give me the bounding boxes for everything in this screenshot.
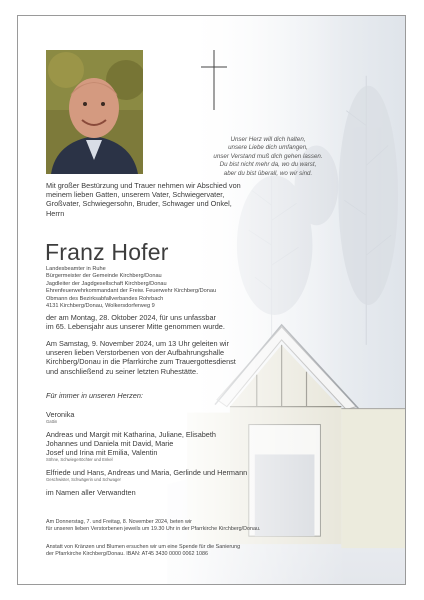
prayer-notice — [46, 519, 261, 533]
family-list — [46, 410, 301, 497]
funeral-notice — [46, 339, 301, 376]
funeral-line: und anschließend zu seiner letzten Ruhestätte. — [46, 366, 199, 376]
donation-line: der Pfarrkirche Kirchberg/Donau. IBAN: AT45 3430 0000 0062 1086 — [46, 550, 209, 557]
poem-line: unser Verstand muß dich gehen lassen. — [213, 152, 323, 160]
poem-line: aber du bist überall, wo wir sind. — [223, 169, 313, 177]
children-line: Johannes und Daniela mit David, Marie — [46, 438, 174, 448]
deceased-name: Franz Hofer — [45, 239, 169, 265]
intro-text — [46, 181, 301, 218]
forever-heading — [46, 391, 301, 400]
poem-line: Unser Herz will dich halten, — [230, 136, 306, 143]
poem — [158, 136, 378, 178]
poem-line: unsere Liebe dich umfangen, — [228, 144, 308, 152]
siblings-line: Elfriede und Hans, Andreas und Maria, Gerlinde und Hermann — [46, 467, 248, 477]
forever-text: Für immer in unseren Herzen: — [46, 391, 143, 400]
cross-icon — [199, 50, 229, 110]
title-line: Landesbeamter in Ruhe — [46, 266, 106, 272]
title-line: Bürgermeister der Gemeinde Kirchberg/Donau — [46, 273, 162, 280]
intro-line: Großvater, Schwiegersohn, Bruder, Schwager und Onkel, — [46, 199, 232, 209]
title-line: Ehrenfeuerwehrkommandant der Freiw. Feuerwehr Kirchberg/Donau — [46, 288, 217, 295]
death-line: im 65. Lebensjahr aus unserer Mitte genommen wurde. — [46, 322, 225, 332]
intro-line: Mit großer Bestürzung und Trauer nehmen wir Abschied von — [46, 181, 241, 190]
donation-line: Anstatt von Kränzen und Blumen ersuchen wir um eine Spende für die Sanierung — [46, 544, 241, 550]
title-line: 4131 Kirchberg/Donau, Wolkersdorferweg 9 — [46, 303, 155, 310]
obituary-card — [17, 15, 406, 585]
wife-role: Gattin — [46, 419, 58, 425]
all-relatives: im Namen aller Verwandten — [46, 487, 136, 497]
donation-notice — [46, 544, 240, 558]
title-line: Obmann des Bezirksabfallverbandes Rohrbach — [46, 295, 164, 302]
death-notice — [46, 313, 301, 331]
prayer-line: Am Donnerstag, 7. und Freitag, 8. November 2024, beten wir — [46, 519, 192, 525]
children-line: Andreas und Margit mit Katharina, Juliane, Elisabeth — [46, 429, 216, 439]
children-role: Söhne, Schwiegertöchter und Enkel — [46, 457, 113, 463]
prayer-line: für unseren lieben Verstorbenen jeweils um 19.30 Uhr in der Pfarrkirche Kirchberg/Donau. — [46, 525, 261, 532]
children-line: Josef und Irina mit Emilia, Valentin — [46, 448, 158, 458]
titles-list — [46, 266, 216, 310]
portrait-photo — [46, 50, 143, 174]
siblings-role: Geschwister, Schwägerin und Schwager — [46, 477, 121, 483]
funeral-line: Am Samstag, 9. November 2024, um 13 Uhr geleiten wir — [46, 339, 229, 348]
funeral-line: unseren lieben Verstorbenen von der Aufbahrungshalle — [46, 348, 225, 358]
poem-line: Du bist nicht mehr da, wo du warst, — [219, 161, 317, 169]
funeral-line: Kirchberg/Donau in die Pfarrkirche zum Trauergottesdienst — [46, 357, 236, 367]
intro-line: meinem lieben Gatten, unserem Vater, Schwiegervater, — [46, 190, 225, 200]
wife-name: Veronika — [46, 410, 75, 419]
death-line: der am Montag, 28. Oktober 2024, für uns unfassbar — [46, 313, 216, 322]
title-line: Jagdleiter der Jagdgesellschaft Kirchberg/Donau — [46, 280, 167, 287]
intro-line: Herrn — [46, 208, 65, 218]
